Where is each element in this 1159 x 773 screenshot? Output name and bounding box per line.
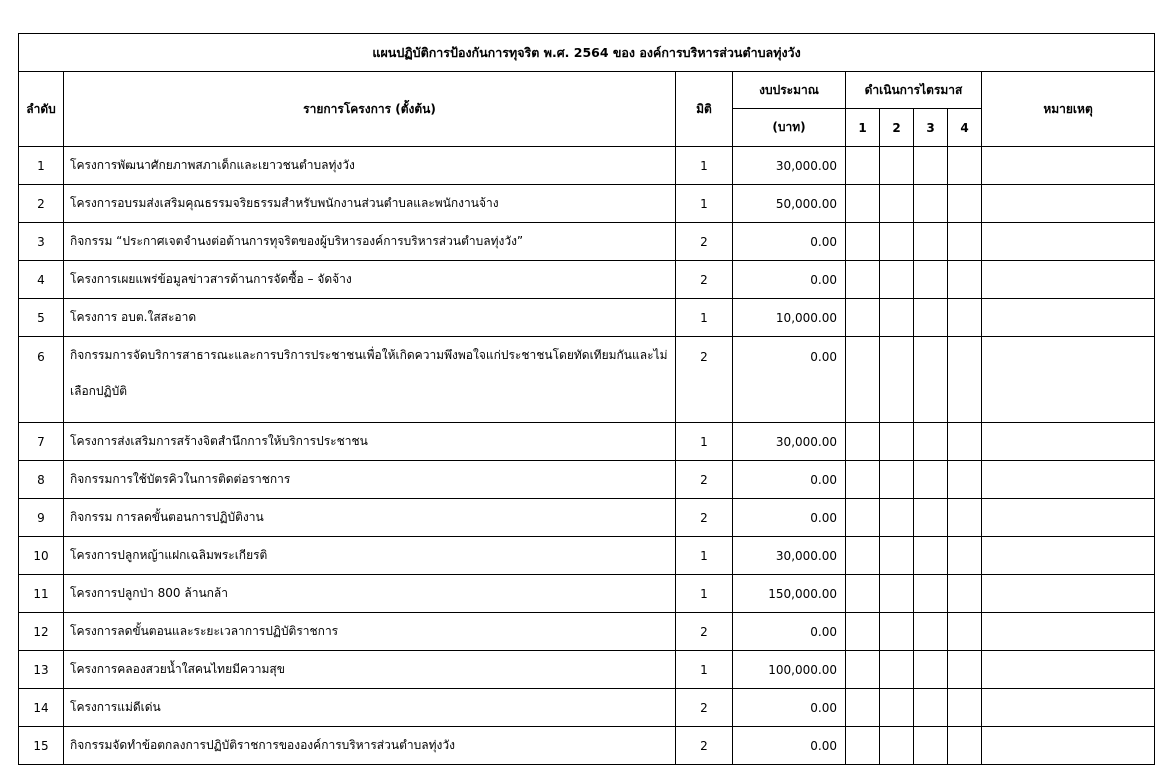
- header-quarter-group: ดำเนินการไตรมาส: [846, 72, 982, 109]
- row-q1: [846, 461, 880, 499]
- header-budget-line1: งบประมาณ: [733, 72, 846, 109]
- row-remark: [982, 461, 1155, 499]
- row-remark: [982, 185, 1155, 223]
- row-q4: [948, 185, 982, 223]
- row-budget: 0.00: [733, 499, 846, 537]
- row-project-name: กิจกรรมการจัดบริการสาธารณะและการบริการประชาชนเพื่อให้เกิดความพึงพอใจแก่ประชาชนโดยทัดเทียมกันและไม่เลือกปฏิบัติ: [64, 337, 676, 423]
- row-q3: [914, 727, 948, 765]
- row-q1: [846, 613, 880, 651]
- row-project-name: โครงการ อบต.ใสสะอาด: [64, 299, 676, 337]
- row-budget: 0.00: [733, 613, 846, 651]
- row-dimension: 1: [676, 299, 733, 337]
- row-remark: [982, 537, 1155, 575]
- row-budget: 30,000.00: [733, 423, 846, 461]
- row-q1: [846, 423, 880, 461]
- row-q3: [914, 613, 948, 651]
- row-q2: [880, 147, 914, 185]
- row-q3: [914, 261, 948, 299]
- row-dimension: 2: [676, 727, 733, 765]
- row-budget: 10,000.00: [733, 299, 846, 337]
- row-q2: [880, 337, 914, 423]
- table-row: [19, 261, 1155, 299]
- row-project-name: โครงการปลูกหญ้าแฝกเฉลิมพระเกียรติ: [64, 537, 676, 575]
- table-row: [19, 575, 1155, 613]
- row-q1: [846, 261, 880, 299]
- row-dimension: 2: [676, 337, 733, 423]
- table-row: [19, 727, 1155, 765]
- row-q3: [914, 185, 948, 223]
- row-q1: [846, 185, 880, 223]
- table-row: [19, 299, 1155, 337]
- row-q3: [914, 299, 948, 337]
- row-q1: [846, 537, 880, 575]
- row-budget: 50,000.00: [733, 185, 846, 223]
- row-order: 8: [19, 461, 64, 499]
- row-q4: [948, 651, 982, 689]
- row-q2: [880, 537, 914, 575]
- row-q2: [880, 727, 914, 765]
- row-q1: [846, 689, 880, 727]
- row-q2: [880, 299, 914, 337]
- row-q1: [846, 147, 880, 185]
- row-order: 9: [19, 499, 64, 537]
- row-order: 13: [19, 651, 64, 689]
- row-project-name: โครงการพัฒนาศักยภาพสภาเด็กและเยาวชนตำบลทุ่งวัง: [64, 147, 676, 185]
- table-row: [19, 651, 1155, 689]
- table-row: [19, 147, 1155, 185]
- row-q4: [948, 499, 982, 537]
- table-row: [19, 689, 1155, 727]
- row-project-name: กิจกรรมการใช้บัตรคิวในการติดต่อราชการ: [64, 461, 676, 499]
- table-row: [19, 499, 1155, 537]
- row-q1: [846, 299, 880, 337]
- row-budget: 30,000.00: [733, 537, 846, 575]
- row-q1: [846, 499, 880, 537]
- anti-corruption-plan-table: [18, 33, 1155, 765]
- row-dimension: 2: [676, 261, 733, 299]
- header-q2: 2: [880, 109, 914, 147]
- row-q1: [846, 727, 880, 765]
- row-q4: [948, 575, 982, 613]
- row-q2: [880, 613, 914, 651]
- row-order: 4: [19, 261, 64, 299]
- table-row: [19, 423, 1155, 461]
- row-q3: [914, 537, 948, 575]
- row-order: 7: [19, 423, 64, 461]
- row-remark: [982, 689, 1155, 727]
- table-row: [19, 337, 1155, 423]
- table-title: แผนปฏิบัติการป้องกันการทุจริต พ.ศ. 2564 ของ องค์การบริหารส่วนตำบลทุ่งวัง: [19, 34, 1155, 72]
- row-dimension: 2: [676, 461, 733, 499]
- row-remark: [982, 337, 1155, 423]
- row-q4: [948, 461, 982, 499]
- row-remark: [982, 423, 1155, 461]
- row-project-name: โครงการอบรมส่งเสริมคุณธรรมจริยธรรมสำหรับพนักงานส่วนตำบลและพนักงานจ้าง: [64, 185, 676, 223]
- header-q1: 1: [846, 109, 880, 147]
- row-order: 1: [19, 147, 64, 185]
- row-dimension: 2: [676, 689, 733, 727]
- row-dimension: 1: [676, 185, 733, 223]
- row-q3: [914, 337, 948, 423]
- row-remark: [982, 223, 1155, 261]
- row-dimension: 1: [676, 651, 733, 689]
- row-q4: [948, 223, 982, 261]
- row-budget: 150,000.00: [733, 575, 846, 613]
- row-project-name: โครงการเผยแพร่ข้อมูลข่าวสารด้านการจัดซื้อ – จัดจ้าง: [64, 261, 676, 299]
- header-project: รายการโครงการ (ตั้งต้น): [64, 72, 676, 147]
- row-remark: [982, 727, 1155, 765]
- row-remark: [982, 147, 1155, 185]
- table-row: [19, 461, 1155, 499]
- row-q2: [880, 461, 914, 499]
- row-q4: [948, 337, 982, 423]
- row-order: 2: [19, 185, 64, 223]
- row-q3: [914, 689, 948, 727]
- row-remark: [982, 299, 1155, 337]
- row-q1: [846, 651, 880, 689]
- row-q4: [948, 261, 982, 299]
- row-remark: [982, 651, 1155, 689]
- row-q2: [880, 689, 914, 727]
- row-remark: [982, 575, 1155, 613]
- row-project-name: โครงการลดขั้นตอนและระยะเวลาการปฏิบัติราชการ: [64, 613, 676, 651]
- row-q3: [914, 147, 948, 185]
- row-q4: [948, 299, 982, 337]
- row-budget: 100,000.00: [733, 651, 846, 689]
- row-budget: 0.00: [733, 223, 846, 261]
- row-budget: 0.00: [733, 461, 846, 499]
- header-order: ลำดับ: [19, 72, 64, 147]
- row-order: 3: [19, 223, 64, 261]
- row-order: 11: [19, 575, 64, 613]
- header-budget-line2: (บาท): [733, 109, 846, 147]
- table-row: [19, 613, 1155, 651]
- row-q1: [846, 223, 880, 261]
- row-budget: 0.00: [733, 261, 846, 299]
- table-row: [19, 185, 1155, 223]
- row-remark: [982, 499, 1155, 537]
- row-q4: [948, 727, 982, 765]
- row-q4: [948, 689, 982, 727]
- row-q4: [948, 147, 982, 185]
- row-q2: [880, 575, 914, 613]
- row-q1: [846, 575, 880, 613]
- row-q2: [880, 423, 914, 461]
- table-row: [19, 223, 1155, 261]
- row-dimension: 2: [676, 613, 733, 651]
- row-project-name: กิจกรรม การลดขั้นตอนการปฏิบัติงาน: [64, 499, 676, 537]
- row-q3: [914, 223, 948, 261]
- row-dimension: 1: [676, 147, 733, 185]
- row-q2: [880, 499, 914, 537]
- row-q3: [914, 423, 948, 461]
- row-project-name: โครงการส่งเสริมการสร้างจิตสำนึกการให้บริการประชาชน: [64, 423, 676, 461]
- row-q2: [880, 223, 914, 261]
- row-budget: 0.00: [733, 689, 846, 727]
- row-dimension: 2: [676, 223, 733, 261]
- table-row: [19, 537, 1155, 575]
- row-q2: [880, 185, 914, 223]
- row-q1: [846, 337, 880, 423]
- row-q3: [914, 575, 948, 613]
- row-budget: 30,000.00: [733, 147, 846, 185]
- row-q2: [880, 651, 914, 689]
- row-q2: [880, 261, 914, 299]
- row-q3: [914, 651, 948, 689]
- header-q4: 4: [948, 109, 982, 147]
- row-q3: [914, 461, 948, 499]
- row-remark: [982, 261, 1155, 299]
- row-dimension: 1: [676, 575, 733, 613]
- header-q3: 3: [914, 109, 948, 147]
- header-remark: หมายเหตุ: [982, 72, 1155, 147]
- row-project-name: โครงการแม่ดีเด่น: [64, 689, 676, 727]
- row-dimension: 2: [676, 499, 733, 537]
- row-q3: [914, 499, 948, 537]
- table-body: [19, 147, 1155, 765]
- row-order: 12: [19, 613, 64, 651]
- row-remark: [982, 613, 1155, 651]
- row-project-name: กิจกรรม “ประกาศเจตจำนงต่อต้านการทุจริตของผู้บริหารองค์การบริหารส่วนตำบลทุ่งวัง”: [64, 223, 676, 261]
- row-order: 5: [19, 299, 64, 337]
- header-dimension: มิติ: [676, 72, 733, 147]
- row-project-name: กิจกรรมจัดทำข้อตกลงการปฏิบัติราชการขององค์การบริหารส่วนตำบลทุ่งวัง: [64, 727, 676, 765]
- row-order: 10: [19, 537, 64, 575]
- row-q4: [948, 537, 982, 575]
- row-project-name: โครงการคลองสวยน้ำใสคนไทยมีความสุข: [64, 651, 676, 689]
- row-dimension: 1: [676, 423, 733, 461]
- row-q4: [948, 613, 982, 651]
- row-budget: 0.00: [733, 337, 846, 423]
- row-order: 15: [19, 727, 64, 765]
- row-project-name: โครงการปลูกป่า 800 ล้านกล้า: [64, 575, 676, 613]
- row-q4: [948, 423, 982, 461]
- row-order: 14: [19, 689, 64, 727]
- row-budget: 0.00: [733, 727, 846, 765]
- row-dimension: 1: [676, 537, 733, 575]
- row-order: 6: [19, 337, 64, 423]
